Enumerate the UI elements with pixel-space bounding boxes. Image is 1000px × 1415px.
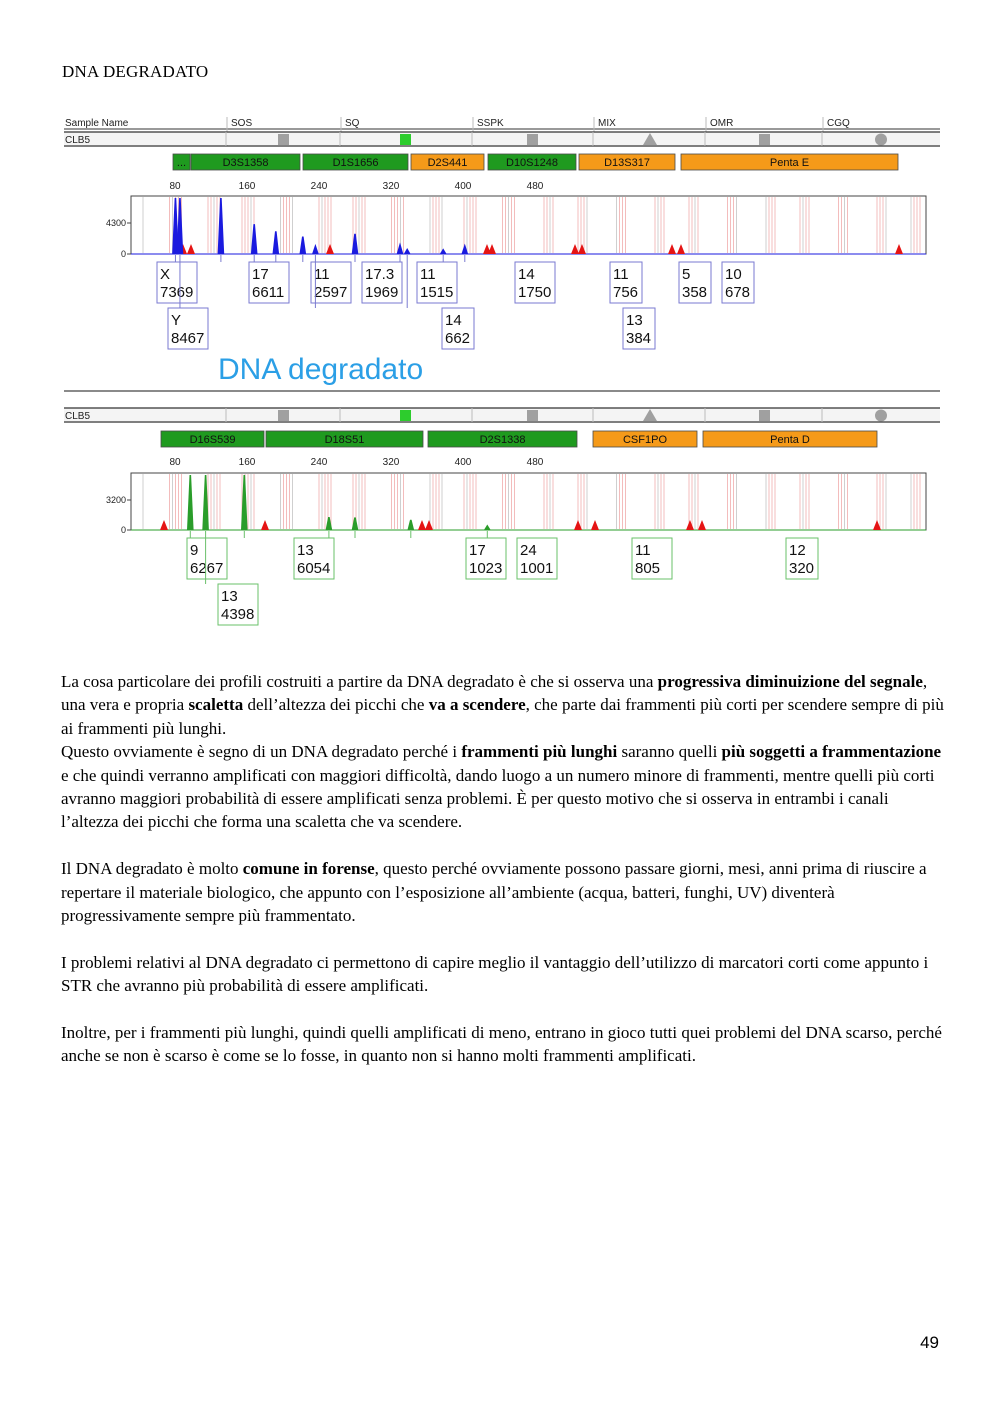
bold-phrase: scaletta [188,695,244,715]
marker-label: D1S1656 [332,157,379,169]
x-tick-label: 320 [382,181,400,192]
page-number: 49 [920,1333,939,1352]
electropherogram-figure [0,0,1000,640]
allele-label: 14 [445,312,462,329]
allele-label: 5 [682,266,691,283]
paragraph [61,1021,946,1068]
text-run: I problemi relativi al DNA degradato ci permettono di capire meglio il vantaggio dell’utilizzo di marcatori corti come appunto i STR che avranno più probabilità di essere amplificati. [61,952,929,996]
allele-label: 11 [613,266,629,283]
peak-height-label: 4398 [221,606,255,623]
sample-header-label: CGQ [827,118,850,129]
qc-square-indicator [759,134,770,145]
text-run: saranno quelli [617,742,722,762]
allele-label: Y [171,312,182,329]
text-run: , questo perché ovviamente possono passare giorni, mesi, anni prima di riuscire a repertare il materiale biologico, che appunto con l’esposizione all’ambiente (acqua, batteri, funghi, UV) diventerà progressivamente sempre più frammentato. [61,859,927,926]
peak-height-label: 8467 [171,330,205,347]
marker-label: D16S539 [189,434,236,446]
plot-frame [131,196,926,254]
peak-height-label: 662 [445,330,471,347]
bold-phrase: progressiva diminuizione del segnale [657,672,923,691]
text-run: , una vera e propria [61,672,928,715]
bold-phrase: frammenti più lunghi [461,742,618,762]
peak-height-label: 1001 [520,560,554,577]
sample-header-label: Sample Name [65,118,129,129]
allele-label: 13 [626,312,643,329]
sample-header-label: SSPK [477,118,504,129]
sample-row [64,408,940,421]
blue-channel-panel [64,132,940,349]
allele-label: 10 [725,266,742,283]
marker-label: D10S1248 [506,157,558,169]
sample-header-label: SOS [231,118,253,129]
text-run: dell’altezza dei picchi che [243,695,429,715]
allele-label: 11 [420,266,436,283]
marker-label: Penta D [770,434,810,446]
x-tick-label: 400 [454,457,472,468]
qc-circle-indicator [875,134,887,146]
qc-square-indicator-ok [400,410,411,421]
x-tick-label: 480 [526,457,544,468]
allele-label: 17.3 [365,266,395,283]
sample-header-label: MIX [598,118,616,129]
sample-name: CLB5 [65,411,91,422]
text-run: e che quindi verranno amplificati con maggiori difficoltà, dando luogo a un numero minore di frammenti, mentre quelli più corti avranno maggiori probabilità di essere amplificati senza problemi. È per questo motivo che si osserva in entrambi i canali l’altezza dei picchi che forma una scaletta che va scendere. [61,765,935,832]
marker-label: D18S51 [324,434,365,446]
sample-header-label: OMR [710,118,734,129]
y-tick-label: 0 [120,525,126,535]
text-run: La cosa particolare dei profili costruiti a partire da DNA degradato è che si osserva una [61,672,658,691]
peak-height-label: 1969 [365,284,399,301]
qc-square-indicator [527,410,538,421]
peak-height-label: 1023 [469,560,503,577]
peak-height-label: 320 [789,560,815,577]
qc-square-indicator [278,134,289,145]
paragraph [61,670,946,740]
x-tick-label: 80 [169,457,181,468]
text-run: Inoltre, per i frammenti più lunghi, quindi quelli amplificati di meno, entrano in gioco tutti quei problemi del DNA scarso, perché anche se non è scarso è come se lo fosse, in quanto non si hanno molti frammenti amplificati. [61,1023,942,1066]
qc-square-indicator [759,410,770,421]
allele-label: 13 [221,588,238,605]
qc-square-indicator-ok [400,134,411,145]
peak-height-label: 384 [626,330,652,347]
peak-height-label: 6054 [297,560,331,577]
x-tick-label: 240 [310,457,328,468]
allele-label: 24 [520,542,537,559]
peak-height-label: 7369 [160,284,194,301]
sample-header-label: SQ [345,118,360,129]
peak-height-label: 6267 [190,560,224,577]
bold-phrase: va a scendere [428,695,526,715]
qc-square-indicator [278,410,289,421]
y-tick-label: 0 [120,249,126,259]
sample-row [64,132,940,145]
text-run: , che parte dai frammenti più corti per scendere sempre di più ai frammenti più lunghi. [61,695,944,738]
allele-label: 11 [314,266,330,283]
qc-square-indicator [527,134,538,145]
marker-label: Penta E [769,157,810,169]
text-run: Il DNA degradato è molto [61,859,243,879]
marker-label: D2S441 [427,157,468,169]
paragraph [61,740,946,834]
sample-name: CLB5 [65,135,91,146]
allele-label: 9 [190,542,199,559]
y-tick-label: 3200 [105,495,126,505]
allele-label: 17 [252,266,269,283]
marker-label: D13S317 [604,157,650,169]
y-tick-label: 4300 [105,218,126,228]
overlay-title: DNA degradato [218,353,424,386]
peak-height-label: 2597 [314,284,348,301]
text-run: Questo ovviamente è segno di un DNA degradato perché i [61,742,462,762]
x-tick-label: 160 [238,181,256,192]
x-tick-label: 160 [238,457,256,468]
allele-label: 17 [469,542,486,559]
qc-circle-indicator [875,410,887,422]
peak-height-label: 1515 [420,284,454,301]
peak-height-label: 678 [725,284,751,301]
green-channel-panel [64,408,940,625]
x-tick-label: 80 [169,181,181,192]
plot-frame [131,473,926,530]
bold-phrase: comune in forense [242,859,375,879]
allele-label: 13 [297,542,314,559]
peak-height-label: 6611 [252,284,285,301]
paragraph [61,857,946,927]
marker-label: D2S1338 [479,434,526,446]
x-tick-label: 320 [382,457,400,468]
x-tick-label: 240 [310,181,328,192]
marker-label: ... [176,157,187,169]
marker-label: D3S1358 [222,157,269,169]
peak-height-label: 1750 [518,284,552,301]
marker-label: CSF1PO [622,434,668,446]
paragraph [61,951,946,998]
body-text [61,670,946,1091]
allele-label: 11 [635,542,651,559]
x-tick-label: 400 [454,181,472,192]
peak-height-label: 756 [613,284,639,301]
allele-label: X [160,266,171,283]
allele-label: 14 [518,266,535,283]
peak-height-label: 805 [635,560,661,577]
peak-height-label: 358 [682,284,708,301]
section-title: DNA DEGRADATO [62,62,209,81]
x-tick-label: 480 [526,181,544,192]
bold-phrase: più soggetti a frammentazione [721,742,942,762]
allele-label: 12 [789,542,806,559]
